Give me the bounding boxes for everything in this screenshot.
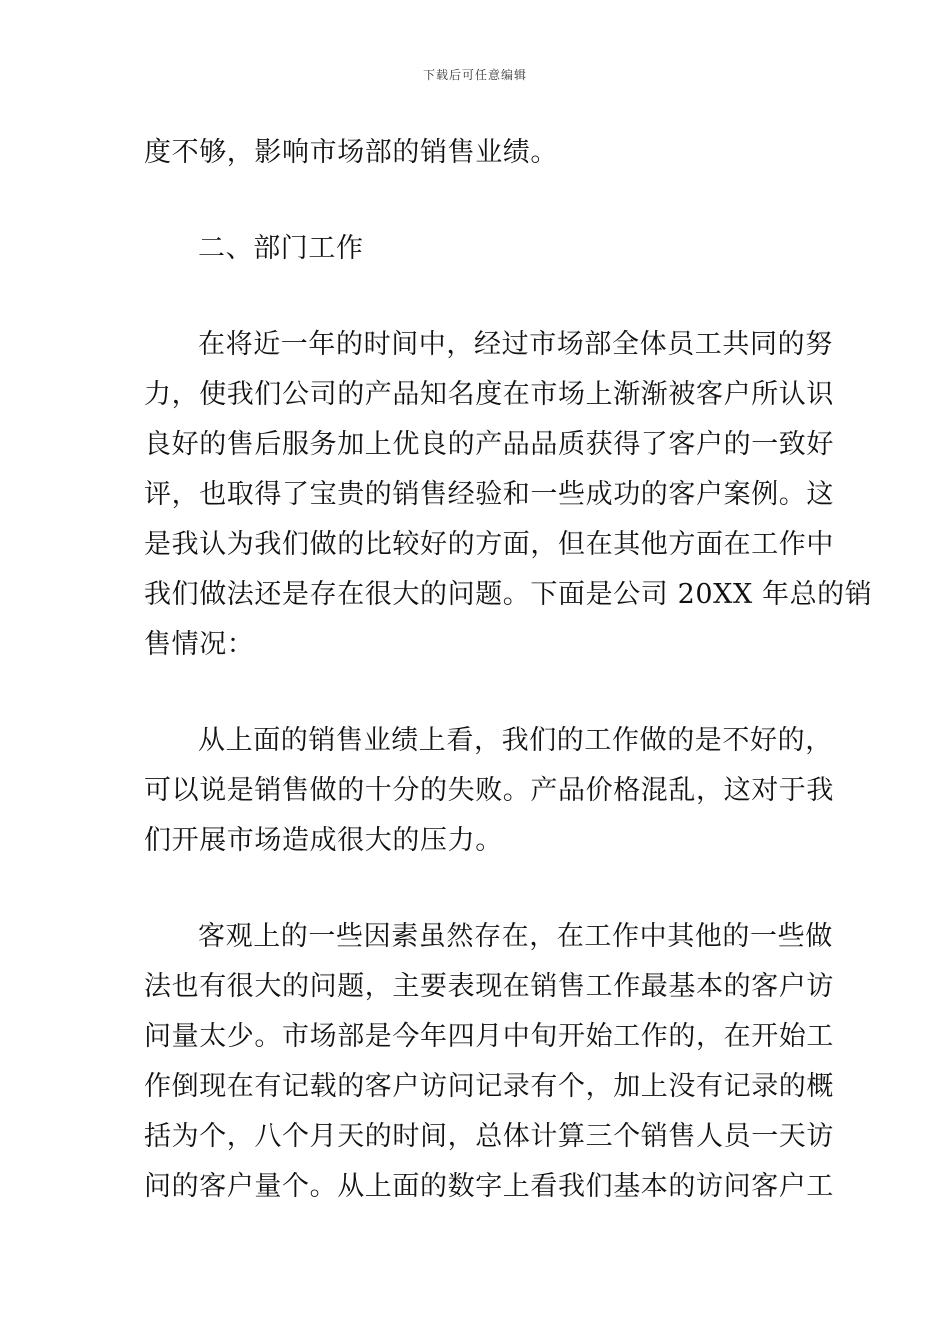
paragraph-continuation xyxy=(144,128,808,178)
text-line: 问量太少。市场部是今年四月中旬开始工作的，在开始工 xyxy=(144,1021,834,1052)
paragraph-gap xyxy=(144,178,808,224)
text-line: 括为个，八个月天的时间，总体计算三个销售人员一天访 xyxy=(144,1121,834,1152)
paragraph-objective-factors xyxy=(144,912,834,1212)
text-line: 客观上的一些因素虽然存在，在工作中其他的一些做 xyxy=(198,921,833,952)
text-line: 度不够，影响市场部的销售业绩。 xyxy=(144,137,558,168)
text-line: 从上面的销售业绩上看，我们的工作做的是不好的， xyxy=(198,725,833,756)
text-line: 评，也取得了宝贵的销售经验和一些成功的客户案例。这 xyxy=(144,479,834,510)
text-line: 力，使我们公司的产品知名度在市场上渐渐被客户所认识 xyxy=(144,379,834,410)
paragraph-sales-performance xyxy=(144,716,834,866)
text-line: 在将近一年的时间中，经过市场部全体员工共同的努 xyxy=(198,329,833,360)
page-header: 下载后可任意编辑 xyxy=(422,68,527,82)
section-heading xyxy=(144,224,808,274)
document-body xyxy=(144,128,873,1212)
paragraph-gap xyxy=(144,274,808,320)
paragraph-department-work xyxy=(144,320,873,670)
text-line: 是我认为我们做的比较好的方面，但在其他方面在工作中 xyxy=(144,529,834,560)
section-heading-text: 二、部门工作 xyxy=(198,233,364,264)
text-line: 们开展市场造成很大的压力。 xyxy=(144,825,503,856)
text-line: 可以说是销售做的十分的失败。产品价格混乱，这对于我 xyxy=(144,775,834,806)
text-line: 良好的售后服务加上优良的产品品质获得了客户的一致好 xyxy=(144,429,834,460)
text-line: 问的客户量个。从上面的数字上看我们基本的访问客户工 xyxy=(144,1171,834,1202)
text-line: 我们做法还是存在很大的问题。下面是公司 20XX 年总的销 xyxy=(144,579,873,610)
paragraph-gap xyxy=(144,866,808,912)
paragraph-gap xyxy=(144,670,808,716)
text-line: 售情况： xyxy=(144,629,255,660)
text-line: 法也有很大的问题，主要表现在销售工作最基本的客户访 xyxy=(144,971,834,1002)
text-line: 作倒现在有记载的客户访问记录有个，加上没有记录的概 xyxy=(144,1071,834,1102)
